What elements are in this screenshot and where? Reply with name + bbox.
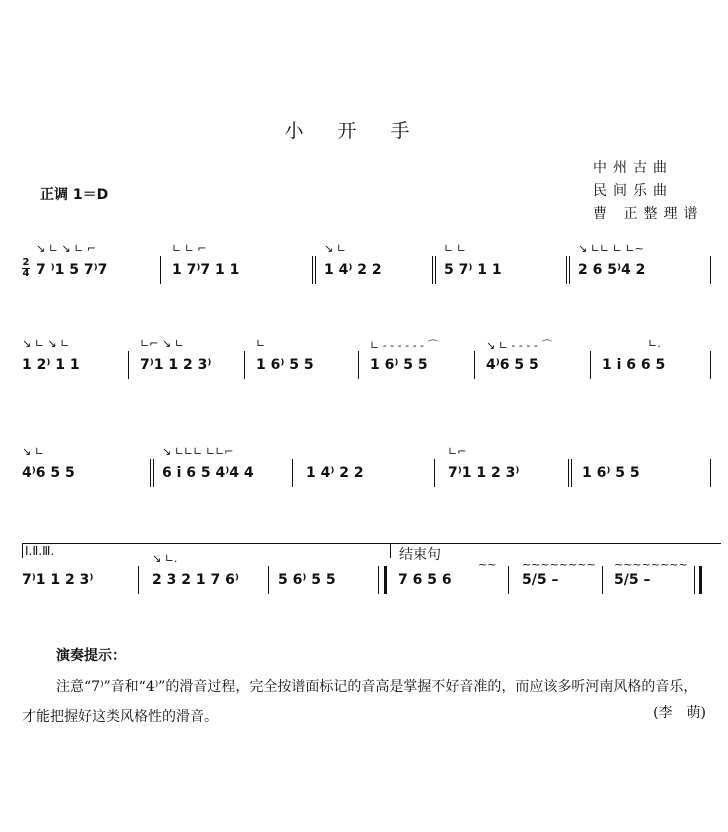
author: (李 萌) — [653, 705, 706, 721]
ornament-mark: ↘ ∟ — [22, 445, 44, 458]
time-sig-bottom: 4 — [22, 268, 30, 279]
key-signature: 正调 1＝D — [40, 187, 109, 203]
measure: 5/5 – — [522, 572, 559, 588]
ornament-mark: ↘ ∟ - - - - ⌒ — [486, 339, 553, 352]
measure: 4⁾6 5 5 — [486, 357, 539, 373]
ornament-mark: ∟⌐ — [448, 445, 467, 458]
ornament-mark: ∟. — [648, 337, 661, 350]
measure: 6 i 6 5 4⁾4 4 — [162, 465, 254, 481]
credit-line-3: 曹 正整理谱 — [593, 206, 704, 222]
score-line-2 — [22, 337, 712, 387]
ornament-mark: ↘ ∟. — [152, 552, 178, 565]
ornament-mark: ∟ - - - - - - ⌒ — [370, 339, 439, 352]
measure: 7⁾1 1 2 3⁾ — [448, 465, 520, 481]
measure: 1 6⁾ 5 5 — [582, 465, 640, 481]
measure: 1 i 6 6 5 — [602, 357, 666, 373]
measure: 1 2⁾ 1 1 — [22, 357, 80, 373]
volta-label: Ⅰ.Ⅱ.Ⅲ. — [25, 544, 55, 558]
measure: 4⁾6 5 5 — [22, 465, 75, 481]
measure: 1 6⁾ 5 5 — [256, 357, 314, 373]
score-line-1 — [22, 242, 712, 292]
ornament-mark: ∟⌐ ↘ ∟ — [140, 337, 184, 350]
measure: 5/5 – — [614, 572, 651, 588]
ornament-mark: ~~ — [478, 558, 497, 571]
measure: 7 6 5 6 — [398, 572, 452, 588]
ornament-mark: ↘ ∟ — [324, 242, 346, 255]
time-sig-top: 2 — [22, 257, 30, 268]
credit-line-2: 民间乐曲 — [593, 183, 673, 199]
ornament-mark: ↘ ∟ ↘ ∟ ⌐ — [36, 242, 97, 255]
ending-bracket — [390, 543, 721, 563]
score-line-3 — [22, 445, 712, 495]
ornament-mark: ~~~~~~~~ — [522, 558, 596, 571]
ornament-mark: ↘ ∟∟ ∟ ∟~ — [578, 242, 644, 255]
volta-bracket — [22, 543, 391, 558]
ornament-mark: ∟ — [256, 337, 266, 350]
measure: 1 6⁾ 5 5 — [370, 357, 428, 373]
measure: 1 7⁾7 1 1 — [172, 262, 240, 278]
ornament-mark: ~~~~~~~~ — [614, 558, 688, 571]
measure: 7 ⁾1 5 7⁾7 — [36, 262, 108, 278]
measure: 5 6⁾ 5 5 — [278, 572, 336, 588]
measure: 1 4⁾ 2 2 — [324, 262, 382, 278]
ending-label: 结束句 — [399, 547, 441, 563]
page-title: 小开手 — [284, 120, 444, 142]
hint-text: 注意“7⁾”音和“4⁾”的滑音过程，完全按谱面标记的音高是掌握不好音准的，而应该多听河南风格的音乐，才能把握好这类风格性的滑音。 — [22, 679, 698, 725]
measure: 1 4⁾ 2 2 — [306, 465, 364, 481]
ornament-mark: ∟ ∟ ⌐ — [172, 242, 207, 255]
ornament-mark: ↘ ∟∟∟ ∟∟⌐ — [162, 445, 234, 458]
measure: 5 7⁾ 1 1 — [444, 262, 502, 278]
credit-line-1: 中州古曲 — [593, 160, 673, 176]
hint-heading: 演奏提示： — [56, 648, 126, 664]
ornament-mark: ↘ ∟ ↘ ∟ — [22, 337, 70, 350]
measure: 7⁾1 1 2 3⁾ — [140, 357, 212, 373]
measure: 7⁾1 1 2 3⁾ — [22, 572, 94, 588]
measure: 2 3 2 1 7 6⁾ — [152, 572, 239, 588]
ornament-mark: ∟ ∟ — [444, 242, 466, 255]
measure: 2 6 5⁾4 2 — [578, 262, 646, 278]
